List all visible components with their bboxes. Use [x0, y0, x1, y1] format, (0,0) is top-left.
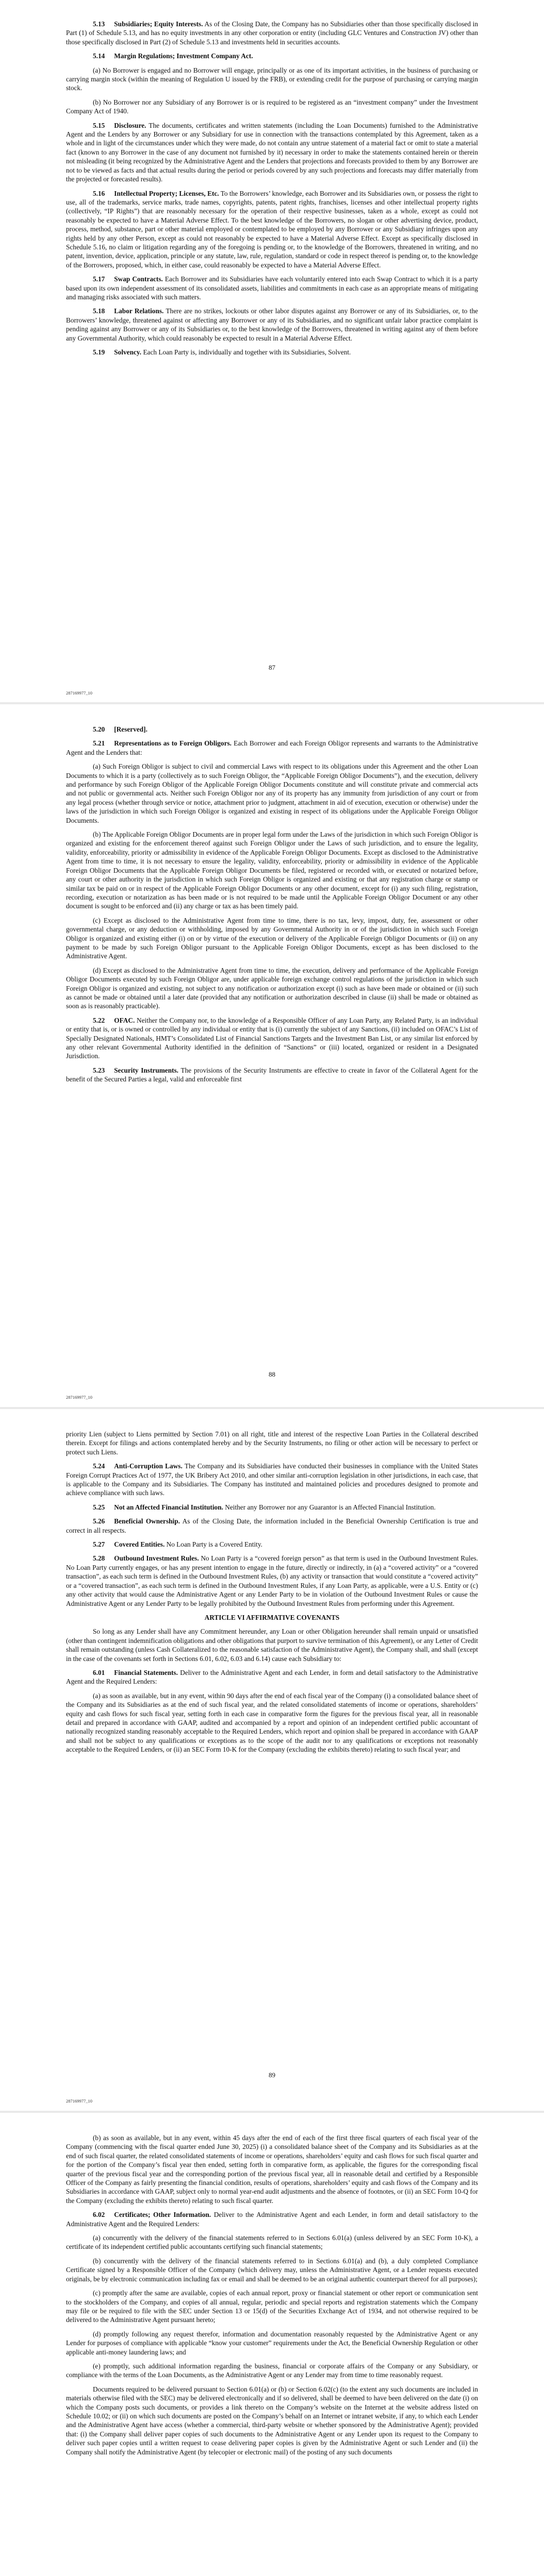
section-5-18	[66, 307, 478, 343]
section-number: 5.16	[93, 189, 105, 197]
paragraph	[66, 762, 478, 825]
section-5-13	[66, 20, 478, 46]
section-body: (b) The Applicable Foreign Obligor Documents are in proper legal form under the Laws of the jurisdiction in which such Foreign Obligor is organized and existing for the enforcement thereof against such Foreign Obligor under the Laws of such jurisdiction, and to ensure the legality, validity, enforceability, priority or admissibility in evidence of the Applicable Foreign Obligor Documents. Except as disclosed to the Administrative Agent from time to time, it is not necessary to ensure the legality, validity, enforceability, priority or admissibility in evidence of the Applicable Foreign Obligor Documents that the Applicable Foreign Obligor Documents be filed, registered or recorded with, or executed or notarized before, any court or other authority in the jurisdiction in which such Foreign Obligor is organized and existing or that any registration charge or stamp or similar tax be paid on or in respect of the Applicable Foreign Obligor Documents or any other document, except for (i) any such filing, registration, recording, execution or notarization as has been made or is not required to be made until the Applicable Foreign Obligor Document or any other document is sought to be enforced and (ii) any charge or tax as has been timely paid.	[66, 831, 478, 910]
section-number: 5.26	[93, 1517, 105, 1526]
section-5-19	[66, 348, 478, 357]
page-number: 89	[269, 2071, 275, 2079]
paragraph	[66, 2330, 478, 2357]
page-90-content	[66, 2133, 478, 2462]
section-number: 5.15	[93, 121, 105, 129]
section-number: 5.17	[93, 275, 105, 283]
section-body: The Company and its Subsidiaries have conducted their businesses in compliance with the United States Foreign Corrupt Practices Act of 1977, the UK Bribery Act 2010, and other similar anti-corruption legislation in other jurisdictions, in each case, that is applicable to the Company and its Subsidiaries. The Company has instituted and maintained policies and procedures designed to promote and achieve compliance with such laws.	[66, 1462, 478, 1497]
section-body: Documents required to be delivered pursuant to Section 6.01(a) or (b) or Section 6.02(c) (to the extent any such documents are included in materials otherwise filed with the SEC) may be delivered electronically and if so delivered, shall be deemed to have been delivered on the date (i) on which the Company posts such documents, or provides a link thereto on the Company’s website on the Internet at the website address listed on Schedule 10.02; or (ii) on which such documents are posted on the Company’s behalf on an Internet or intranet website, if any, to which each Lender and the Administrative Agent have access (whether a commercial, third-party website or whether sponsored by the Administrative Agent); provided that: (i) the Company shall deliver paper copies of such documents to the Administrative Agent or any Lender upon its request to the Company to deliver such paper copies until a written request to cease delivering paper copies is given by the Administrative Agent or such Lender and (ii) the Company shall notify the Administrative Agent (by telecopier or electronic mail) of the posting of any such documents	[66, 2385, 478, 2456]
section-number: 5.28	[93, 1554, 105, 1563]
section-5-25	[66, 1503, 478, 1512]
section-number: 5.19	[93, 348, 105, 356]
section-title: Margin Regulations; Investment Company Act.	[114, 52, 253, 60]
paragraph	[66, 2289, 478, 2325]
paragraph	[66, 2233, 478, 2251]
section-number: 5.21	[93, 739, 105, 748]
section-title: Disclosure.	[114, 121, 146, 129]
article-heading: ARTICLE VI AFFIRMATIVE COVENANTS	[204, 1613, 340, 1621]
section-5-23	[66, 1066, 478, 1084]
section-5-20	[66, 725, 478, 734]
section-title: Anti-Corruption Laws.	[114, 1462, 183, 1470]
section-5-16	[66, 189, 478, 270]
section-title: Certificates; Other Information.	[114, 2211, 211, 2219]
section-title: OFAC.	[114, 1016, 135, 1024]
page-89-content	[66, 1430, 478, 1759]
section-title: Representations as to Foreign Obligors.	[114, 739, 232, 748]
paragraph	[66, 916, 478, 961]
section-title: Security Instruments.	[114, 1066, 179, 1074]
section-body: (a) concurrently with the delivery of the financial statements referred to in Sections 6.01(a) (unless delivered by an SEC Form 10-K), a certificate of its independent certified public accountants certifying such financial statements;	[66, 2234, 478, 2251]
section-number: 5.22	[93, 1016, 105, 1024]
section-body: No Loan Party is a Covered Entity.	[166, 1540, 262, 1549]
section-6-01	[66, 1668, 478, 1686]
section-body: Each Loan Party is, individually and together with its Subsidiaries, Solvent.	[143, 348, 351, 356]
section-body: Neither the Company nor, to the knowledge of a Responsible Officer of any Loan Party, any Related Party, is an individual or entity that is, or is owned or controlled by any individual or entity that is (i) currently the subject of any Sanctions, (ii) included on OFAC’s List of Specially Designated Nationals, HMT’s Consolidated List of Financial Sanctions Targets and the Investment Ban List, or any similar list enforced by any other relevant Governmental Authority identified in the definition of “Sanctions” or (iii) located, organized or resident in a Designated Jurisdiction.	[66, 1016, 479, 1060]
section-body: Each Borrower and its Subsidiaries have each voluntarily entered into each Swap Contract to which it is a party based upon its own independent assessment of its consolidated assets, liabilities and commitments in each case as an appropriate means of mitigating and managing risks associated with such matters.	[66, 275, 479, 301]
section-5-17	[66, 275, 478, 301]
page-number: 87	[269, 664, 275, 671]
section-body: (e) promptly, such additional information regarding the business, financial or corporate affairs of the Company or any Subsidiary, or compliance with the terms of the Loan Documents, as the Administrative Agent or any Lender may from time to time reasonably request.	[66, 2362, 478, 2379]
section-number: 5.20	[93, 725, 105, 733]
paragraph	[66, 2257, 478, 2283]
section-title: Solvency.	[114, 348, 142, 356]
section-body: (c) Except as disclosed to the Administrative Agent from time to time, there is no tax, levy, impost, duty, fee, assessment or other governmental charge, or any deduction or withholding, imposed by any Governmental Authority in or of the jurisdiction in which such Foreign Obligor is organized and existing either (i) on or by virtue of the execution or delivery of the Applicable Foreign Obligor Documents or (ii) on any payment to be made by such Foreign Obligor pursuant to the Applicable Foreign Obligor Documents, except as has been disclosed to the Administrative Agent.	[66, 916, 478, 960]
paragraph	[66, 2362, 478, 2380]
document-id: 287169977_10	[66, 1395, 92, 1400]
section-number: 5.23	[93, 1066, 105, 1074]
paragraph	[66, 1691, 478, 1754]
section-body: (d) Except as disclosed to the Administrative Agent from time to time, the execution, delivery and performance of the Applicable Foreign Obligor Documents executed by such Foreign Obligor are, under applicable foreign exchange control regulations of the jurisdiction in which such Foreign Obligor is organized and existing, not subject to any notification or authorization except (i) such as have been made or obtained or (ii) such as cannot be made or obtained until a later date (provided that any notification or authorization described in clause (ii) shall be made or obtained as soon as is reasonably practicable).	[66, 966, 478, 1010]
section-body: Deliver to the Administrative Agent and each Lender, in form and detail satisfactory to the Administrative Agent and the Required Lenders:	[66, 2211, 478, 2228]
section-number: 6.02	[93, 2211, 105, 2219]
paragraph	[66, 98, 478, 116]
page-number: 88	[269, 1370, 275, 1378]
page-88	[0, 704, 544, 1408]
section-body: The documents, certificates and written statements (including the Loan Documents) furnished to the Administrative Agent and the Lenders by any Borrower or any Subsidiary for use in connection with the transactions contemplated by this Agreement, taken as a whole and in light of the circumstances under which they were made, do not contain any untrue statement of a material fact or omit to state a material fact (known to any Borrower in the case of any document not furnished by it) necessary in order to make the statements contained herein or therein not misleading (it being recognized by the Administrative Agent and the Lenders that projections and forecasts provided to them by any Borrower are not to be viewed as facts and that actual results during the period or periods covered by any such projections and forecasts may differ materially from the projected or forecasted results).	[66, 121, 478, 183]
paragraph	[66, 2385, 478, 2456]
section-title: Swap Contracts.	[114, 275, 163, 283]
section-title: Covered Entities.	[114, 1540, 165, 1549]
section-title: Outbound Investment Rules.	[114, 1554, 199, 1563]
paragraph	[66, 1430, 478, 1456]
paragraph	[66, 66, 478, 93]
paragraph	[66, 966, 478, 1011]
section-body: (b) No Borrower nor any Subsidiary of any Borrower is or is required to be registered as an “investment company” under the Investment Company Act of 1940.	[66, 98, 478, 115]
section-body: Neither any Borrower nor any Guarantor is an Affected Financial Institution.	[225, 1503, 436, 1511]
section-number: 5.14	[93, 52, 105, 60]
section-body: (d) promptly following any request therefor, information and documentation reasonably requested by the Administrative Agent or any Lender for purposes of compliance with applicable “know your customer” requirements under the Act, the Beneficial Ownership Regulation or other applicable anti-money laundering laws; and	[66, 2330, 478, 2356]
section-5-14	[66, 52, 478, 60]
section-body: So long as any Lender shall have any Commitment hereunder, any Loan or other Obligation hereunder shall remain unpaid or unsatisfied (other than contingent indemnification obligations and other obligations that purport to survive termination of this Agreement), or any Letter of Credit shall remain outstanding (unless Cash Collateralized to the reasonable satisfaction of the Administrative Agent), the Company shall, and shall (except in the case of the covenants set forth in Sections 6.01, 6.02, 6.03 and 6.14) cause each Subsidiary to:	[66, 1628, 478, 1663]
section-title: Subsidiaries; Equity Interests.	[114, 20, 203, 28]
section-body: (c) promptly after the same are available, copies of each annual report, proxy or financial statement or other report or communication sent to the stockholders of the Company, and copies of all annual, regular, periodic and special reports and registration statements which the Company may file or be required to file with the SEC under Section 13 or 15(d) of the Securities Exchange Act of 1934, and not otherwise required to be delivered to the Administrative Agent pursuant hereto;	[66, 2289, 478, 2324]
section-5-22	[66, 1016, 478, 1061]
section-body: As of the Closing Date, the Company has no Subsidiaries other than those specifically disclosed in Part (1) of Schedule 5.13, and has no equity investments in any other corporation or entity (including GLC Ventures and Construction JV) other than those specifically disclosed in Part (2) of Schedule 5.13 and investments held in securities accounts.	[66, 20, 479, 46]
section-body: (a) No Borrower is engaged and no Borrower will engage, principally or as one of its important activities, in the business of purchasing or carrying margin stock (within the meaning of Regulation U issued by the FRB), or extending credit for the purpose of purchasing or carrying margin stock.	[66, 66, 478, 92]
section-5-15	[66, 121, 478, 184]
section-body: (a) Such Foreign Obligor is subject to civil and commercial Laws with respect to its obligations under this Agreement and the other Loan Documents to which it is a party (collectively as to such Foreign Obligor, the “Applicable Foreign Obligor Documents”), and the execution, delivery and performance by such Foreign Obligor of the Applicable Foreign Obligor Documents constitute and will constitute private and commercial acts and not public or governmental acts. Neither such Foreign Obligor nor any of its property has any immunity from jurisdiction of any court or from any legal process (whether through service or notice, attachment prior to judgment, attachment in aid of execution, execution or otherwise) under the laws of the jurisdiction in which such Foreign Obligor is organized and existing in respect of its obligations under the Applicable Foreign Obligor Documents.	[66, 762, 478, 824]
section-5-26	[66, 1517, 478, 1535]
section-number: 5.25	[93, 1503, 105, 1511]
document-id: 287169977_10	[66, 2098, 92, 2104]
page-90	[0, 2113, 544, 2576]
section-5-21	[66, 739, 478, 757]
section-title: Labor Relations.	[114, 307, 164, 315]
paragraph	[66, 830, 478, 911]
paragraph	[66, 2133, 478, 2205]
section-body: (a) as soon as available, but in any event, within 90 days after the end of each fiscal year of the Company (i) a consolidated balance sheet of the Company and its Subsidiaries as at the end of such fiscal year, and the related consolidated statements of income or operations, shareholders’ equity and cash flows for such fiscal year, setting forth in each case in comparative form the figures for the previous fiscal year, all in reasonable detail and prepared in accordance with GAAP, audited and accompanied by a report and opinion of an independent certified public accountant of nationally recognized standing reasonably acceptable to the Required Lenders, which report and opinion shall be prepared in accordance with GAAP and shall not be subject to any qualifications or exceptions as to the scope of the audit nor to any qualifications or exceptions not reasonably acceptable to the Required Lenders, or (ii) an SEC Form 10-K for the Company (excluding the exhibits thereto) relating to such fiscal year; and	[66, 1691, 478, 1754]
section-number: 6.01	[93, 1668, 105, 1676]
section-body: priority Lien (subject to Liens permitted by Section 7.01) on all right, title and interest of the respective Loan Parties in the Collateral described therein. Except for filings and actions contemplated hereby and by the Security Instruments, no filing or other action will be necessary to perfect or protect such Liens.	[66, 1430, 478, 1456]
section-body: (b) as soon as available, but in any event, within 45 days after the end of each of the first three fiscal quarters of each fiscal year of the Company (commencing with the fiscal quarter ended June 30, 2025) (i) a consolidated balance sheet of the Company and its Subsidiaries as at the end of such fiscal quarter, the related consolidated statements of income or operations, shareholders’ equity and cash flows for such fiscal quarter and for the portion of the Company’s fiscal year then ended, setting forth in comparative form, as applicable, the figures for the corresponding fiscal quarter of the previous fiscal year and the corresponding portion of the previous fiscal year, all in reasonable detail and certified by a Responsible Officer of the Company as fairly presenting the financial condition, results of operations, shareholders’ equity and cash flows of the Company and its Subsidiaries in accordance with GAAP, subject only to normal year-end audit adjustments and the absence of footnotes, or (ii) an SEC Form 10-Q for the Company (excluding the exhibits thereto) relating to such fiscal quarter.	[66, 2134, 478, 2205]
section-number: 5.13	[93, 20, 105, 28]
section-body: No Loan Party is a “covered foreign person” as that term is used in the Outbound Investment Rules. No Loan Party currently engages, or has any present intention to engage in the future, directly or indirectly, in (a) a “covered activity” or a “covered transaction”, as each such term is defined in the Outbound Investment Rules, (b) any activity or transaction that would constitute a “covered activity” or a “covered transaction”, as each such term is defined in the Outbound Investment Rules, if any Loan Party, as applicable, were a U.S. Entity or (c) any other activity that would cause the Administrative Agent or any Lender Party to be in violation of the Outbound Investment Rules or cause the Administrative Agent or any Lender Party to be legally prohibited by the Outbound Investment Rules from performing under this Agreement.	[66, 1554, 478, 1607]
section-title: Financial Statements.	[114, 1668, 178, 1676]
section-title: Beneficial Ownership.	[114, 1517, 180, 1526]
document-id: 287169977_10	[66, 690, 92, 696]
section-5-28	[66, 1554, 478, 1607]
section-title: Intellectual Property; Licenses, Etc.	[114, 189, 219, 197]
section-title: Not an Affected Financial Institution.	[114, 1503, 223, 1511]
section-body: Each Borrower and each Foreign Obligor represents and warrants to the Administrative Agent and the Lenders that:	[66, 739, 478, 756]
section-body: Deliver to the Administrative Agent and each Lender, in form and detail satisfactory to the Administrative Agent and the Required Lenders:	[66, 1668, 479, 1686]
section-body: There are no strikes, lockouts or other labor disputes against any Borrower or any of its Subsidiaries, or, to the Borrowers’ knowledge, threatened against or affecting any Borrower or any of its Subsidiaries, and no significant unfair labor practice complaint is pending against any Borrower or any of its Subsidiaries or, to the best knowledge of the Borrowers, threatened in writing against any of them before any Governmental Authority, which could reasonably be expected to result in a Material Adverse Effect.	[66, 307, 479, 342]
paragraph	[66, 1627, 478, 1663]
section-body: As of the Closing Date, the information included in the Beneficial Ownership Certification is true and correct in all respects.	[66, 1517, 478, 1534]
section-number: 5.18	[93, 307, 105, 315]
section-body: The provisions of the Security Instruments are effective to create in favor of the Collateral Agent for the benefit of the Secured Parties a legal, valid and enforceable first	[66, 1066, 478, 1083]
page-87	[0, 0, 544, 703]
section-body: (b) concurrently with the delivery of the financial statements referred to in Sections 6.01(a) and (b), a duly completed Compliance Certificate signed by a Responsible Officer of the Company (which delivery may, unless the Administrative Agent, or a Lender requests executed originals, be by electronic communication including fax or email and shall be deemed to be an original authentic counterpart thereof for all purposes);	[66, 2257, 478, 2283]
section-6-02	[66, 2210, 478, 2228]
section-5-24	[66, 1462, 478, 1498]
section-5-27	[66, 1540, 478, 1549]
section-number: 5.27	[93, 1540, 105, 1549]
page-88-content	[66, 725, 478, 1089]
section-title: [Reserved].	[114, 725, 147, 733]
page-89	[0, 1409, 544, 2111]
page-87-content	[66, 20, 478, 362]
section-number: 5.24	[93, 1462, 105, 1470]
section-body: To the Borrowers’ knowledge, each Borrower and its Subsidiaries own, or possess the right to use, all of the trademarks, service marks, trade names, copyrights, patents, patent rights, franchises, licenses and other intellectual property rights (collectively, “IP Rights”) that are reasonably necessary for the operation of their respective businesses, taken as a whole, except as could not reasonably be expected to have a Material Adverse Effect. To the best knowledge of the Borrowers, no slogan or other advertising device, product, process, method, substance, part or other material employed or contemplated to be employed by any Borrower or any Subsidiary infringes upon any rights held by any other Person, except as could not reasonably be expected to have a Material Adverse Effect. Except as specifically disclosed in Schedule 5.16, no claim or litigation regarding any of the foregoing is pending or, to the knowledge of the Borrowers, threatened in writing, and no patent, invention, device, application, principle or any statute, law, rule, regulation, standard or code in respect thereof is pending or, to the knowledge of the Borrowers, proposed, which, in either case, could reasonably be expected to have a Material Adverse Effect.	[66, 189, 478, 269]
